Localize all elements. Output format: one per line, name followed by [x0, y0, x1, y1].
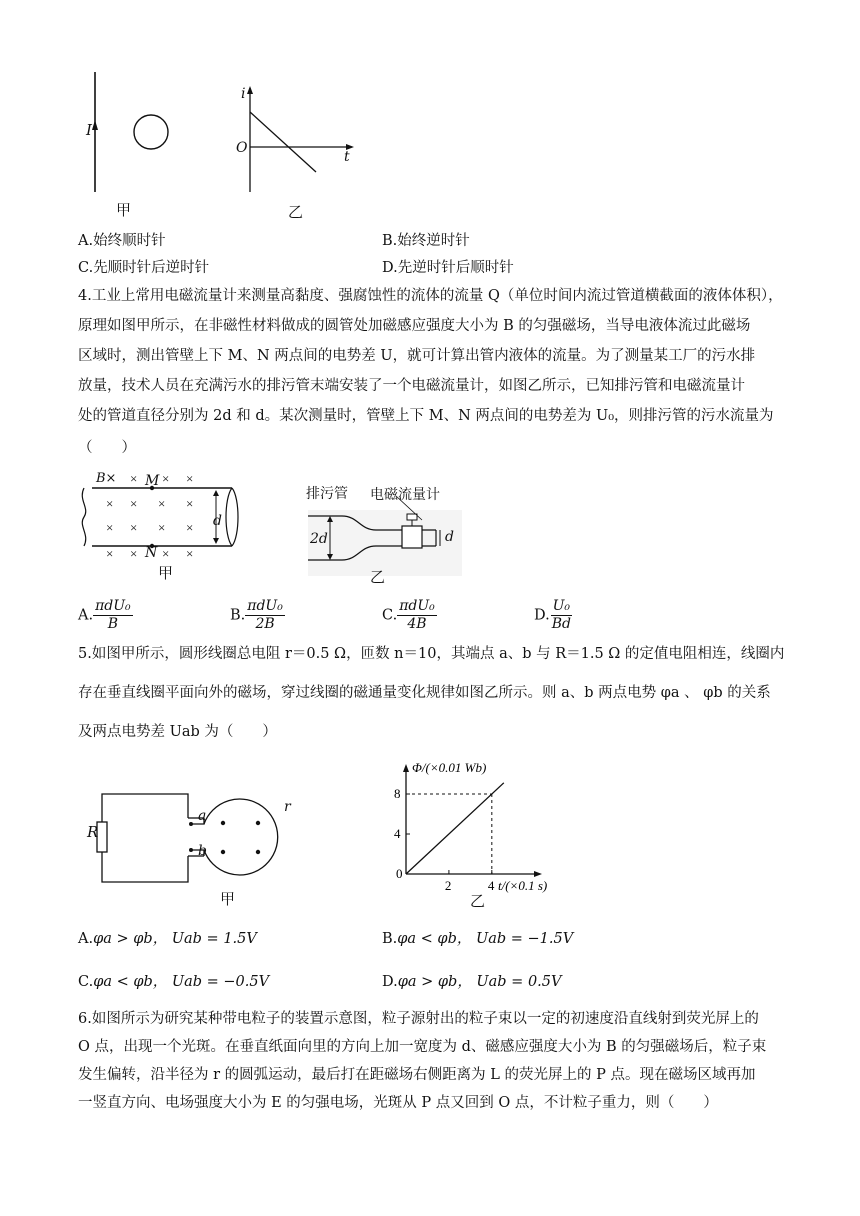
- svg-text:×: ×: [186, 496, 194, 511]
- q4-text-line: 放量，技术人员在充满污水的排污管末端安装了一个电磁流量计，如图乙所示，已知排污管和电磁流量计: [78, 378, 745, 394]
- q5-figure-a-caption: 甲: [220, 890, 236, 908]
- svg-text:×: ×: [106, 520, 114, 535]
- flux-series-line: [406, 783, 504, 874]
- origin-tick-label: 0: [396, 866, 403, 881]
- q4-option-d[interactable]: D. $\frac{\text{U₀}}{Bd}$: [534, 598, 571, 632]
- q5-label-b: b: [198, 843, 207, 859]
- svg-text:×: ×: [186, 471, 194, 486]
- q6-text-line: O 点，出现一个光斑。在垂直纸面向里的方向上加一宽度为 d、磁感应强度大小为 B 的匀强磁场后，粒子束: [78, 1039, 767, 1055]
- q3-option-a[interactable]: A.始终顺时针: [78, 233, 166, 249]
- y-axis-label: Φ/(×0.01 Wb): [412, 760, 487, 775]
- q4-text-line: 原理如图甲所示，在非磁性材料做成的圆管处加磁感应强度大小为 B 的匀强磁场，当导电液体流过此磁场: [78, 318, 751, 334]
- svg-text:×: ×: [162, 546, 170, 561]
- svg-text:×: ×: [130, 546, 138, 561]
- x-axis-arrow: [534, 871, 542, 877]
- q5-text-line: 及两点电势差 Uab 为（ ）: [78, 724, 277, 740]
- q3-figure-a: [80, 68, 190, 194]
- q5-text-line: 存在垂直线圈平面向外的磁场，穿过线圈的磁通量变化规律如图乙所示。则 a、b 两点电势 φa 、 φb 的关系: [78, 685, 771, 701]
- q4-label-2d: 2d: [310, 531, 328, 547]
- q3-axis-i: i: [241, 86, 246, 102]
- q4-text-line: 区域时，测出管壁上下 M、N 两点间的电势差 U，就可计算出管内液体的流量。为了测量某工厂的污水排: [78, 348, 756, 364]
- q4-answer-paren: （ ）: [78, 440, 136, 456]
- q5-option-b[interactable]: B.φa < φb， Uab = −1.5V: [382, 931, 574, 947]
- q4-label-M: M: [145, 473, 160, 489]
- q6-text-line: 发生偏转，沿半径为 r 的圆弧运动，最后打在距磁场右侧距离为 L 的荧光屏上的 P 点。现在磁场区域再加: [78, 1067, 756, 1083]
- q3-origin: O: [236, 140, 248, 156]
- svg-text:×: ×: [130, 471, 138, 486]
- q6-text-line: 一竖直方向、电场强度大小为 E 的匀强电场，光斑从 P 点又回到 O 点，不计粒子重力，则（ ）: [78, 1095, 718, 1111]
- q4-option-b[interactable]: B. $\frac{\text{πdU₀}}{2B}$: [230, 598, 283, 632]
- q6-text-line: 6.如图所示为研究某种带电粒子的装置示意图，粒子源射出的粒子束以一定的初速度沿直线射到荧光屏上的: [78, 1011, 759, 1027]
- q4-figure-a-caption: 甲: [158, 564, 174, 582]
- q5-option-c[interactable]: C.φa < φb， Uab = −0.5V: [78, 974, 270, 990]
- svg-text:×: ×: [186, 546, 194, 561]
- x-tick-label: 4: [487, 878, 495, 893]
- q4-label-N: N: [145, 545, 158, 561]
- svg-text:×: ×: [186, 520, 194, 535]
- q3-option-c[interactable]: C.先顺时针后逆时针: [78, 260, 210, 276]
- q5-option-d[interactable]: D.φa > φb， Uab = 0.5V: [382, 974, 562, 990]
- q4-text-line: 处的管道直径分别为 2d 和 d。某次测量时，管壁上下 M、N 两点间的电势差为 U₀，则排污管的污水流量为: [78, 408, 774, 424]
- svg-text:×: ×: [106, 496, 114, 511]
- q5-option-a[interactable]: A.φa > φb， Uab = 1.5V: [78, 931, 257, 947]
- q4-text-line: 4.工业上常用电磁流量计来测量高黏度、强腐蚀性的流体的流量 Q（单位时间内流过管道横截面的液体体积），: [78, 288, 783, 304]
- q3-current-label: I: [86, 121, 92, 139]
- y-axis-arrow: [403, 764, 409, 772]
- q3-option-b[interactable]: B.始终逆时针: [382, 233, 470, 249]
- q5-flux-chart: [370, 756, 580, 896]
- q5-figure-b-caption: 乙: [470, 892, 486, 910]
- q3-option-d[interactable]: D.先逆时针后顺时针: [382, 260, 514, 276]
- q3-figure-a-caption: 甲: [116, 201, 132, 219]
- svg-text:×: ×: [158, 496, 166, 511]
- svg-text:×: ×: [158, 520, 166, 535]
- q4-label-pipe: 排污管: [306, 486, 348, 502]
- q3-axis-t: t: [344, 149, 350, 165]
- q4-option-c[interactable]: C. $\frac{\text{πdU₀}}{4B}$: [382, 598, 435, 632]
- q4-label-B: B×: [96, 471, 117, 486]
- y-tick-label: 4: [394, 826, 401, 841]
- q4-figure-b-caption: 乙: [370, 568, 386, 586]
- q4-label-meter: 电磁流量计: [370, 487, 440, 503]
- q5-text-line: 5.如图甲所示，圆形线圈总电阻 r＝0.5 Ω，匝数 n＝10，其端点 a、b 与 R＝1.5 Ω 的定值电阻相连，线圈内: [78, 646, 785, 662]
- q3-figure-b-caption: 乙: [288, 203, 304, 221]
- q4-option-a[interactable]: A. $\frac{\text{πdU₀}}{B}$: [78, 598, 131, 632]
- q4-label-d: d: [213, 513, 222, 529]
- x-tick-label: 2: [444, 878, 452, 893]
- x-axis-label: t/(×0.1 s): [498, 878, 548, 893]
- svg-text:×: ×: [106, 546, 114, 561]
- svg-text:×: ×: [162, 471, 170, 486]
- q5-label-R: R: [87, 823, 99, 841]
- svg-text:×: ×: [130, 496, 138, 511]
- q5-figure-a: [88, 790, 308, 890]
- q4-label-d2: d: [445, 529, 454, 545]
- q5-label-a: a: [198, 808, 207, 824]
- q5-label-r: r: [284, 799, 291, 815]
- y-tick-label: 8: [394, 786, 401, 801]
- svg-text:×: ×: [130, 520, 138, 535]
